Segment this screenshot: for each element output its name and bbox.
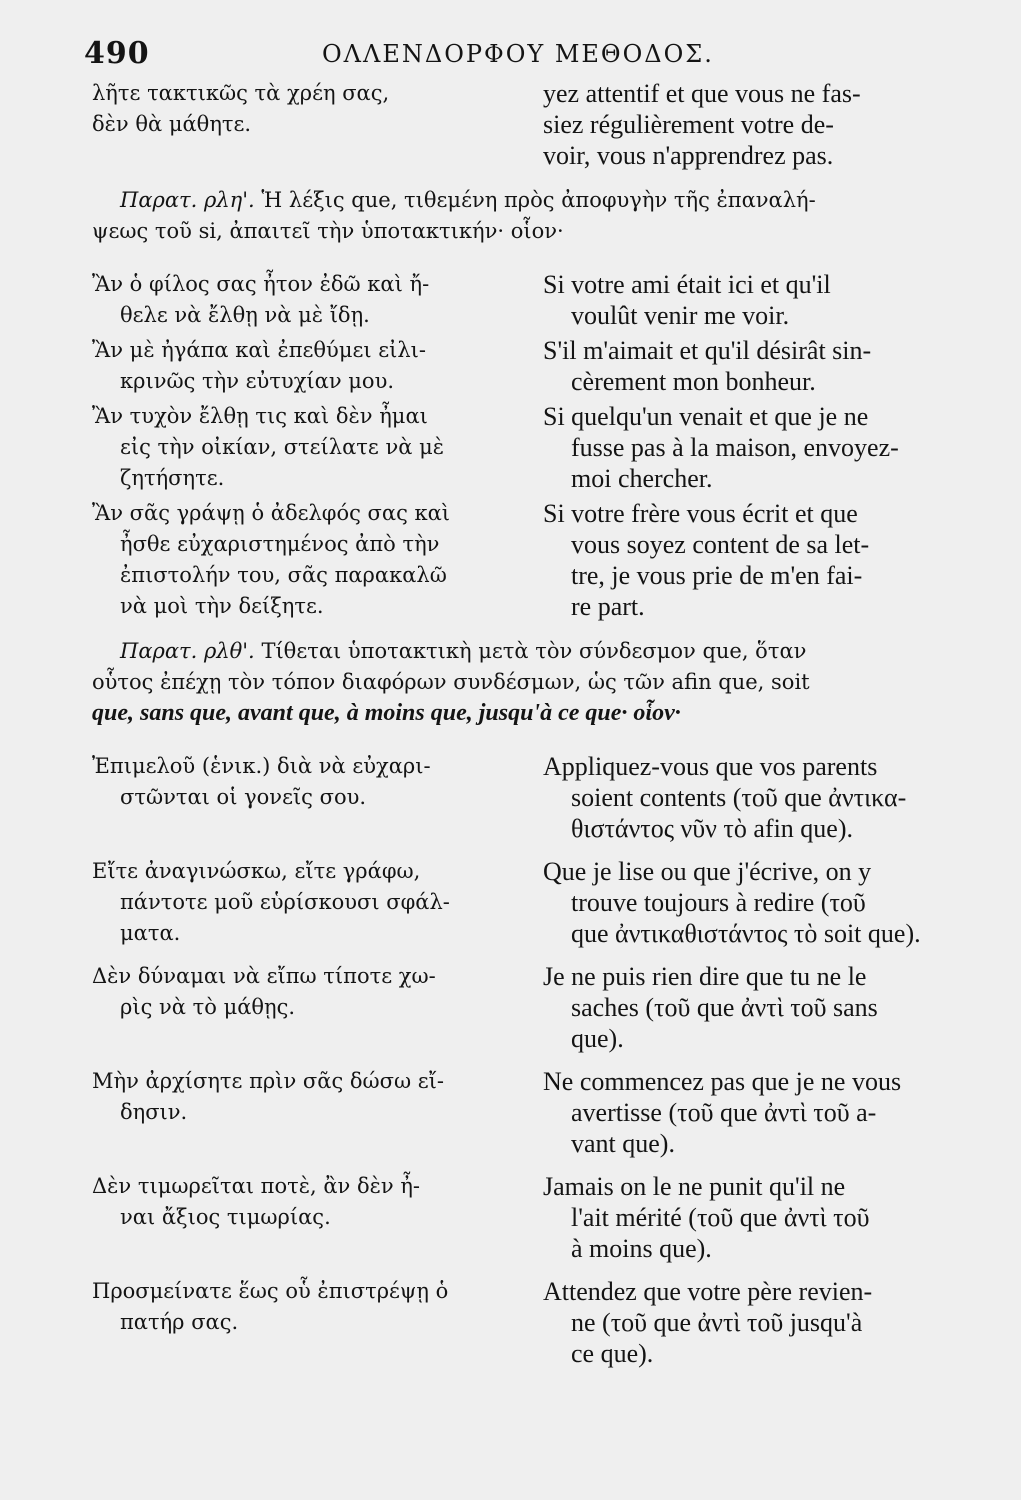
greek-line: Ἂν τυχὸν ἔλθῃ τις καὶ δὲν ἦμαι xyxy=(92,404,428,428)
greek-line: λῆτε τακτικῶς τὰ χρέη σας, xyxy=(92,81,390,105)
remark-text: Ἡ λέξις que, τιθεμένη πρὸς ἀποφυγὴν τῆς ἐπαναλή- xyxy=(261,188,816,212)
french-line: cèrement mon bonheur. xyxy=(571,367,816,396)
french-line: S'il m'aimait et qu'il désirât sin- xyxy=(543,336,872,365)
page-header xyxy=(84,30,983,72)
greek-line: Μὴν ἀρχίσητε πρὶν σᾶς δώσω εἴ- xyxy=(92,1069,444,1093)
example-pair xyxy=(92,401,983,494)
french-line: Si votre ami était ici et qu'il xyxy=(543,270,831,299)
french-line: ce que). xyxy=(571,1339,654,1368)
french-line: re part. xyxy=(571,592,645,621)
greek-column xyxy=(92,1276,512,1338)
example-pair xyxy=(92,498,983,622)
french-line: que ἀντικαθιστάντος τὸ soit que). xyxy=(571,919,921,948)
french-line: tre, je vous prie de m'en fai- xyxy=(571,561,863,590)
greek-column xyxy=(92,335,512,397)
french-line: l'ait mérité (τοῦ que ἀντὶ τοῦ xyxy=(571,1203,870,1232)
french-line: Je ne puis rien dire que tu ne le xyxy=(543,962,867,991)
example-group-2 xyxy=(92,751,983,1369)
french-line: Que je lise ou que j'écrive, on y xyxy=(543,857,872,886)
french-line: moi chercher. xyxy=(571,464,713,493)
french-line: voir, vous n'apprendrez pas. xyxy=(543,141,834,170)
greek-line: πάντοτε μοῦ εὑρίσκουσι σφάλ- xyxy=(120,890,450,914)
french-column xyxy=(543,1171,983,1264)
french-line: θιστάντος νῦν τὸ afin que). xyxy=(571,814,853,843)
example-pair xyxy=(92,1171,983,1264)
greek-line: στῶνται οἱ γονεῖς σου. xyxy=(120,785,367,809)
running-title: ΟΛΛΕΝΔΟΡΦΟΥ ΜΕΘΟΔΟΣ. xyxy=(322,40,714,68)
remark-text: Τίθεται ὑποτακτικὴ μετὰ τὸν σύνδεσμον que, ὅταν xyxy=(261,639,807,663)
french-line: à moins que). xyxy=(571,1234,712,1263)
greek-line: κρινῶς τὴν εὐτυχίαν μου. xyxy=(120,369,395,393)
french-line: vous soyez content de sa let- xyxy=(571,530,870,559)
french-column xyxy=(543,1066,983,1159)
french-line: avertisse (τοῦ que ἀντὶ τοῦ a- xyxy=(571,1098,877,1127)
greek-column xyxy=(92,961,512,1023)
example-pair xyxy=(92,1066,983,1159)
continuation-row xyxy=(92,78,983,171)
french-line: Appliquez-vous que vos parents xyxy=(543,752,878,781)
greek-line: θελε νὰ ἔλθῃ νὰ μὲ ἴδῃ. xyxy=(120,303,370,327)
greek-column xyxy=(92,856,512,949)
greek-line: πατήρ σας. xyxy=(120,1310,239,1334)
greek-column xyxy=(92,78,512,140)
remark-text: ψεως τοῦ si, ἀπαιτεῖ τὴν ὑποτακτικήν· οἷον· xyxy=(92,219,564,243)
greek-line: ζητήσητε. xyxy=(120,466,225,490)
example-pair xyxy=(92,269,983,331)
example-pair xyxy=(92,751,983,844)
french-line: Ne commencez pas que je ne vous xyxy=(543,1067,902,1096)
greek-line: εἰς τὴν οἰκίαν, στείλατε νὰ μὲ xyxy=(120,435,444,459)
greek-column xyxy=(92,751,512,813)
french-line: Si quelqu'un venait et que je ne xyxy=(543,402,869,431)
page-number: 490 xyxy=(84,36,150,71)
greek-line: νὰ μοὶ τὴν δείξητε. xyxy=(120,594,324,618)
greek-column xyxy=(92,498,512,622)
french-line: Jamais on le ne punit qu'il ne xyxy=(543,1172,846,1201)
remark-138 xyxy=(92,185,983,247)
french-column xyxy=(543,751,983,844)
french-column xyxy=(543,1276,983,1369)
remark-text: que, sans que, avant que, à moins que, jusqu'à ce que· οἷον· xyxy=(92,700,681,726)
greek-line: ἦσθε εὐχαριστημένος ἀπὸ τὴν xyxy=(120,532,440,556)
french-line: ne (τοῦ que ἀντὶ τοῦ jusqu'à xyxy=(571,1308,863,1337)
french-line: soient contents (τοῦ que ἀντικα- xyxy=(571,783,907,812)
french-column xyxy=(543,78,983,171)
greek-line: Προσμείνατε ἕως οὗ ἐπιστρέψῃ ὁ xyxy=(92,1279,449,1303)
example-pair xyxy=(92,335,983,397)
greek-line: δησιν. xyxy=(120,1100,188,1124)
french-line: Attendez que votre père revien- xyxy=(543,1277,873,1306)
greek-line: Δὲν δύναμαι νὰ εἴπω τίποτε χω- xyxy=(92,964,436,988)
greek-line: Ἂν ὁ φίλος σας ἦτον ἐδῶ καὶ ἤ- xyxy=(92,272,430,296)
greek-line: Δὲν τιμωρεῖται ποτὲ, ἂν δὲν ἦ- xyxy=(92,1174,421,1198)
french-column xyxy=(543,961,983,1054)
greek-line: δὲν θὰ μάθητε. xyxy=(92,112,252,136)
french-line: trouve toujours à redire (τοῦ xyxy=(571,888,866,917)
french-line: yez attentif et que vous ne fas- xyxy=(543,79,861,108)
example-pair xyxy=(92,856,983,949)
greek-line: Ἐπιμελοῦ (ἑνικ.) διὰ νὰ εὐχαρι- xyxy=(92,754,431,778)
greek-line: ἐπιστολήν του, σᾶς παρακαλῶ xyxy=(120,563,447,587)
french-column xyxy=(543,401,983,494)
greek-column xyxy=(92,401,512,494)
french-column xyxy=(543,269,983,331)
french-line: voulût venir me voir. xyxy=(571,301,790,330)
french-column xyxy=(543,498,983,622)
greek-line: Ἂν μὲ ἠγάπα καὶ ἐπεθύμει εἰλι- xyxy=(92,338,427,362)
example-pair xyxy=(92,961,983,1054)
french-line: fusse pas à la maison, envoyez- xyxy=(571,433,899,462)
example-pair xyxy=(92,1276,983,1369)
example-group-1 xyxy=(92,269,983,622)
french-line: saches (τοῦ que ἀντὶ τοῦ sans xyxy=(571,993,878,1022)
remark-label: Παρατ. ρλη'. xyxy=(120,188,255,212)
remark-text: οὗτος ἐπέχῃ τὸν τόπον διαφόρων συνδέσμων, ὡς τῶν afin que, soit xyxy=(92,670,810,694)
french-line: Si votre frère vous écrit et que xyxy=(543,499,858,528)
greek-line: ματα. xyxy=(120,921,181,945)
remark-139 xyxy=(92,636,983,729)
greek-line: ρὶς νὰ τὸ μάθῃς. xyxy=(120,995,296,1019)
greek-line: Ἂν σᾶς γράψῃ ὁ ἀδελφός σας καὶ xyxy=(92,501,451,525)
french-line: vant que). xyxy=(571,1129,675,1158)
greek-line: ναι ἄξιος τιμωρίας. xyxy=(120,1205,331,1229)
french-line: que). xyxy=(571,1024,624,1053)
french-column xyxy=(543,856,983,949)
french-column xyxy=(543,335,983,397)
remark-label: Παρατ. ρλθ'. xyxy=(120,639,255,663)
greek-column xyxy=(92,1066,512,1128)
french-line: siez régulièrement votre de- xyxy=(543,110,834,139)
greek-column xyxy=(92,269,512,331)
greek-column xyxy=(92,1171,512,1233)
greek-line: Εἴτε ἀναγινώσκω, εἴτε γράφω, xyxy=(92,859,421,883)
